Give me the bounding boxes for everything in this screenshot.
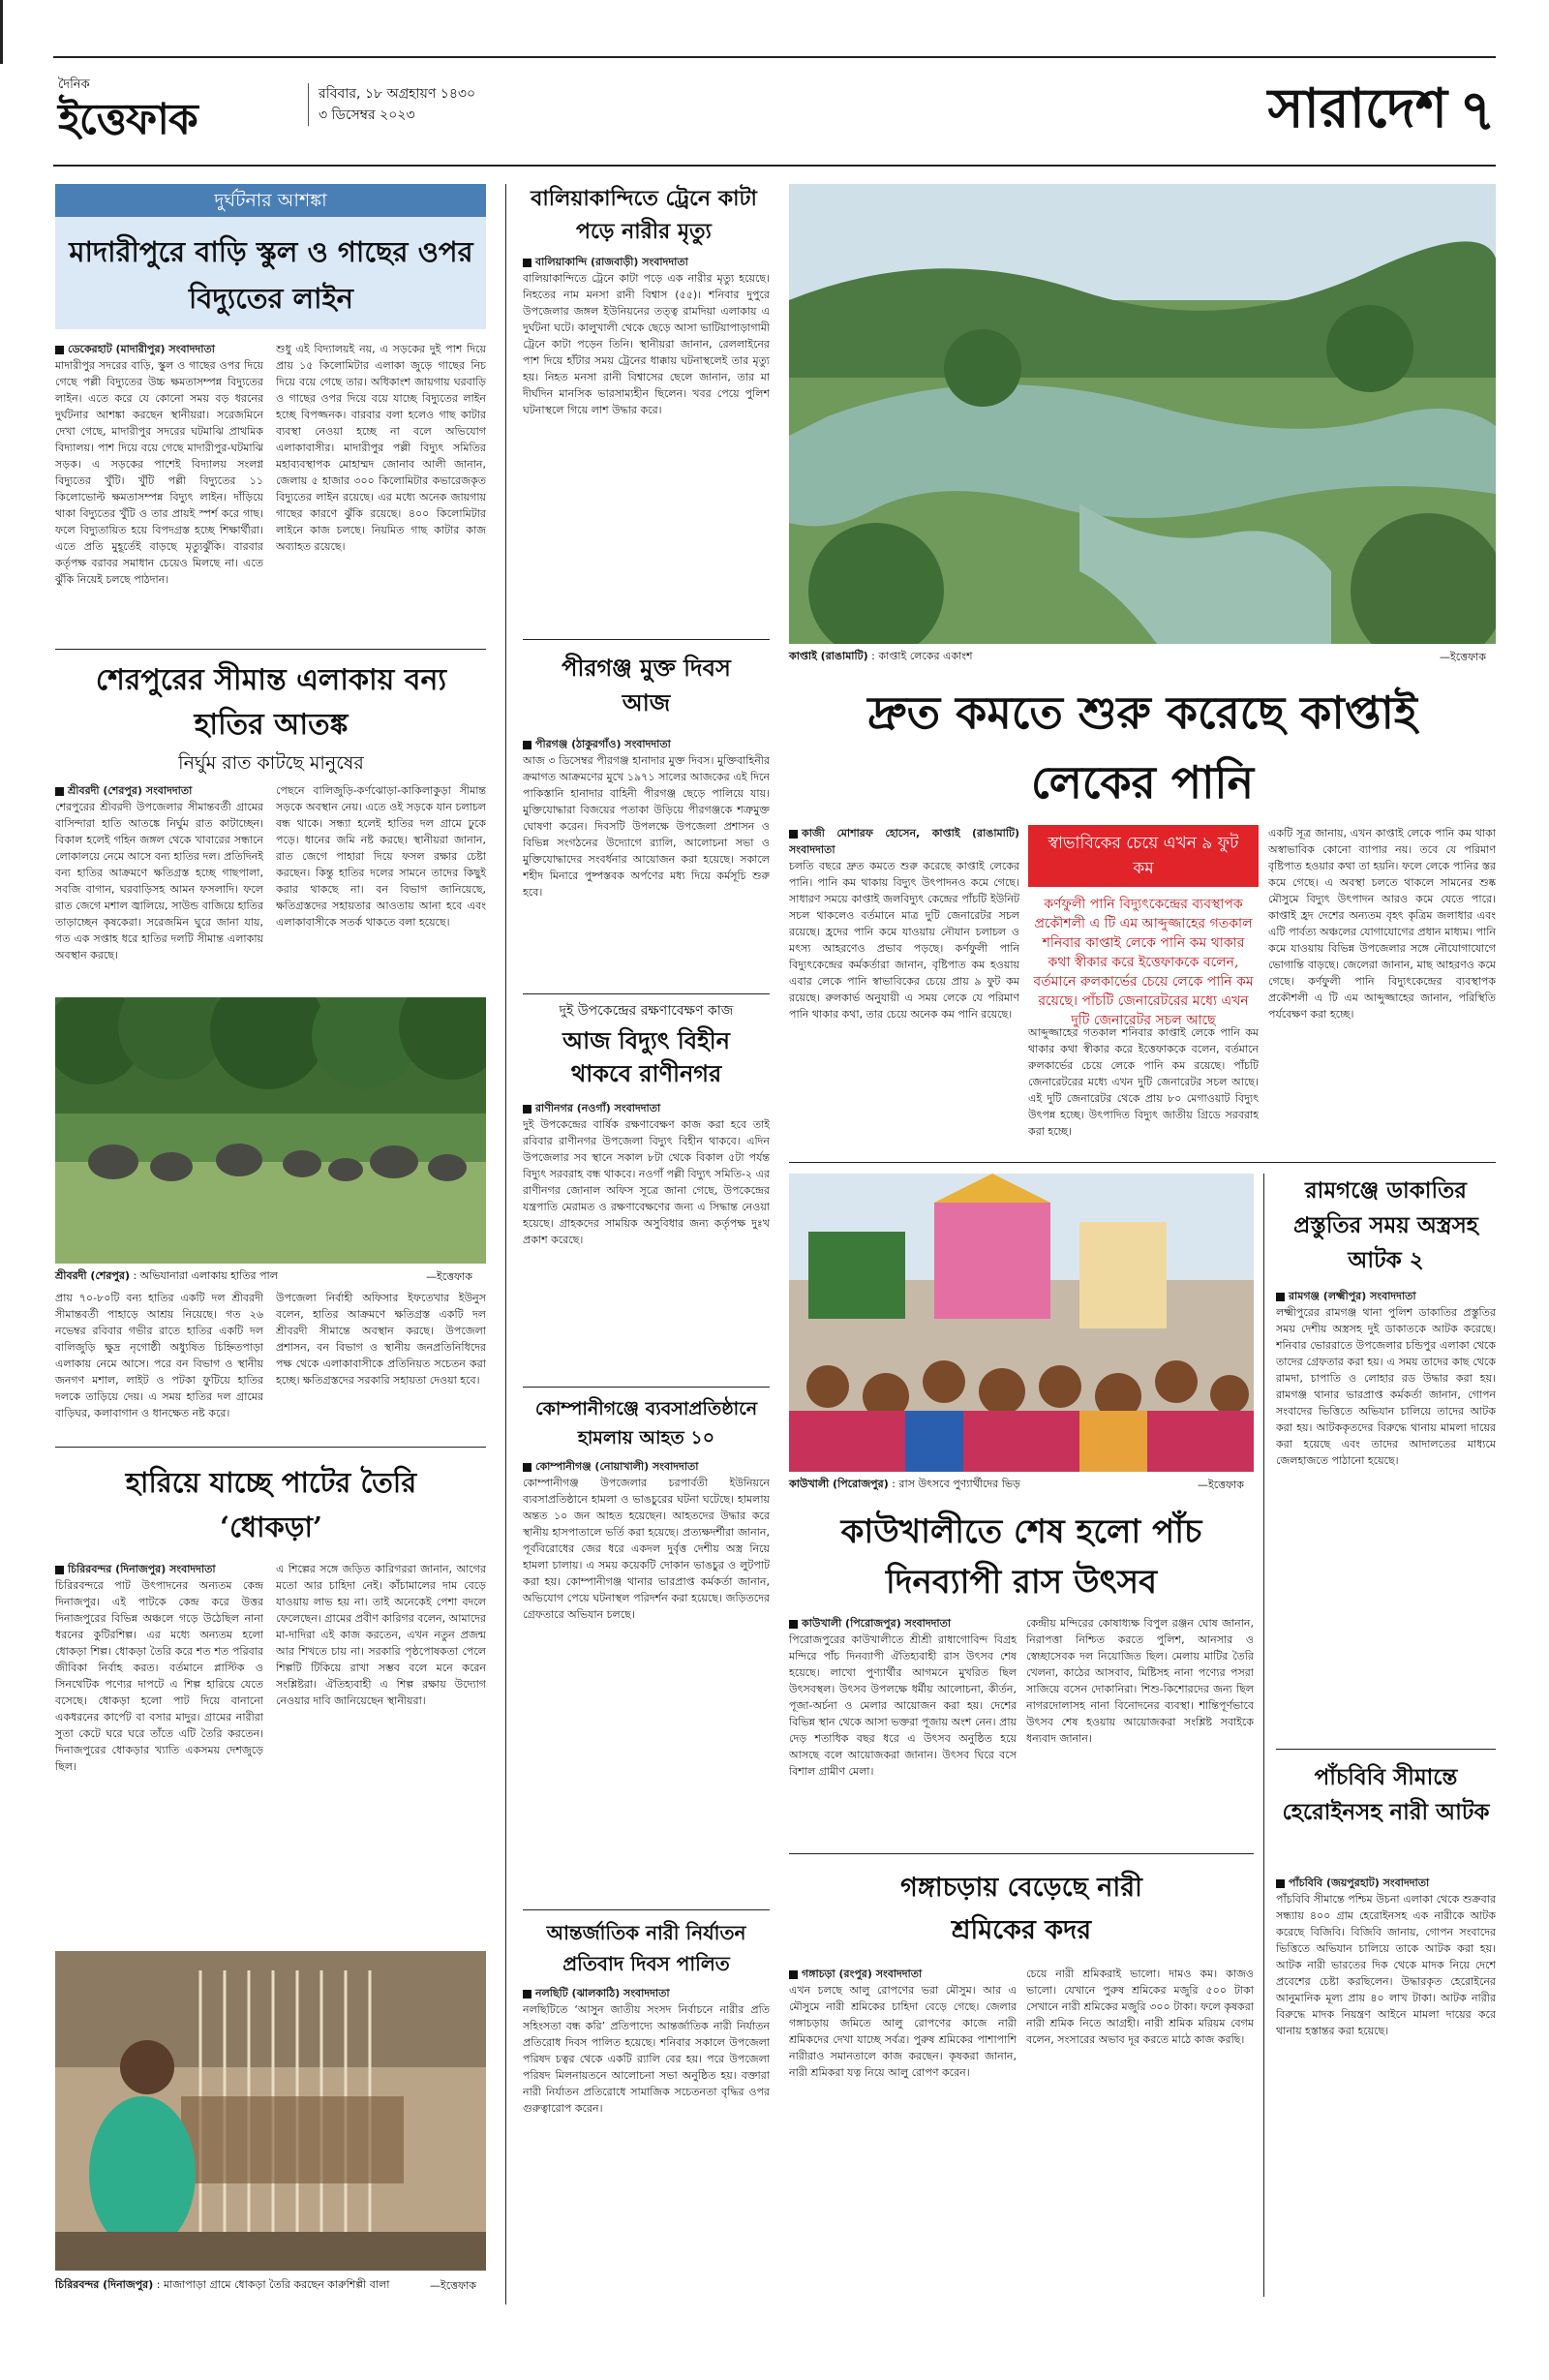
kawkhali-caption-place: কাউখালী (পিরোজপুর) (789, 1478, 889, 1490)
byline-bullet (523, 1990, 532, 1999)
divider (523, 1909, 770, 1910)
raninagar-byline: রাণীনগর (নওগাঁ) সংবাদদাতা (535, 1102, 661, 1114)
raninagar-body: দুই উপকেন্দ্রের বার্ষিক রক্ষণাবেক্ষণ কাজ করা হবে তাই রবিবার রাণীনগর উপজেলা বিদ্যুৎ বিহীন থাকবে। এদিন উপজেলার সব স্থানে সকাল ৮টা থেকে বিকাল ৫টা পর্যন্ত বিদ্যুৎ সরবরাহ বন্ধ থাকবে। নওগাঁ পল্লী বিদ্যুৎ সমিতি-২ এর রাণীনগর জোনাল অফিস সূত্রে জানা গেছে, উপকেন্দ্রের যন্ত্রপাতি মেরামত ও রক্ষণাবেক্ষণের জন্য এ সিদ্ধান্ত নেওয়া হয়েছে। গ্রাহকদের সাময়িক অসুবিধার জন্য কর্তৃপক্ষ দুঃখ প্রকাশ করেছে। (523, 1118, 770, 1246)
elephant-credit: —ইত্তেফাক (426, 1270, 472, 1283)
sherpur-after1: প্রায় ৭০-৮০টি বন্য হাতির একটি দল শ্রীবরদী সীমান্তবর্তী পাহাড়ে আশ্রয় নিয়েছে। গত ২৬ নভেম্বর রবিবার গভীর রাতে হাতির একটি দল বালিজুড়ি ক্ষুদ্র নৃগোষ্ঠী অধ্যুষিত চিহ্নিতপাড়া এলাকায় নেমে আসে। পরে বন বিভাগ ও স্থানীয় জনগণ মশাল, লাইট ও পটকা ফুটিয়ে হাতির দলকে তাড়িয়ে দেয়। এ সময় হাতির দল গ্রামের বাড়িঘর, কলাবাগান ও ধানক্ষেত নষ্ট করে। (55, 1292, 263, 1419)
kawkhali-caption-text: : রাস উৎসবে পুণ্যার্থীদের ভিড় (892, 1478, 1020, 1490)
byline-bullet (1276, 1879, 1285, 1888)
section-divider (0, 0, 3, 64)
companiganj-body: কোম্পানীগঞ্জ উপজেলার চরপার্বতী ইউনিয়নে ব্যবসাপ্রতিষ্ঠানে হামলা ও ভাঙচুরের ঘটনা ঘটেছে। হামলায় অন্তত ১০ জন আহত হয়েছেন। আহতদের উদ্ধার করে স্থানীয় হাসপাতালে ভর্তি করা হয়েছে। প্রত্যক্ষদর্শীরা জানান, পূর্ববিরোধের জের ধরে একদল দুর্বৃত্ত দেশীয় অস্ত্র নিয়ে হামলা চালায়। এ সময় কয়েকটি দোকান ভাঙচুর ও লুটপাট করা হয়। কোম্পানীগঞ্জ থানার ভারপ্রাপ্ত কর্মকর্তা জানান, অভিযোগ পেয়ে ঘটনাস্থল পরিদর্শন করা হয়েছে। জড়িতদের গ্রেফতারে অভিযান চলছে। (523, 1477, 770, 1621)
byline-bullet (55, 787, 64, 796)
kawkhali-body1: পিরোজপুরের কাউখালীতে শ্রীশ্রী রাধাগোবিন্দ বিগ্রহ মন্দিরে পাঁচ দিনব্যাপী ঐতিহ্যবাহী রাস উৎসব শেষ হয়েছে। লাখো পুণ্যার্থীর আগমনে মুখরিত ছিল উৎসবস্থল। উৎসব উপলক্ষে ধর্মীয় আলোচনা, কীর্তন, পূজা-অর্চনা ও মেলার আয়োজন করা হয়। দেশের বিভিন্ন স্থান থেকে আসা ভক্তরা পূজায় অংশ নেন। প্রায় দেড় শতাধিক বছর ধরে এ উৎসব অনুষ্ঠিত হয়ে আসছে বলে আয়োজকরা জানান। উৎসব ঘিরে বসে বিশাল গ্রামীণ মেলা। (789, 1633, 1017, 1778)
header-rule (53, 165, 1496, 167)
raninagar-headline: আজ বিদ্যুৎ বিহীন থাকবে রাণীনগর (562, 1026, 730, 1087)
madaripur-body2: শুধু এই বিদ্যালয়ই নয়, এ সড়কের দুই পাশ দিয়ে প্রায় ১৫ কিলোমিটার এলাকা জুড়ে গাছের নিচ দিয়ে বয়ে গেছে তার। অধিকাংশ জায়গায় ঘরবাড়ি ও গাছের ওপর দিয়ে বয়ে যাচ্ছে বিদ্যুতের লাইন হচ্ছে বিপজ্জনক। বারবার বলা হলেও গাছ কাটার ব্যবস্থা নেওয়া হচ্ছে না বলে অভিযোগ এলাকাবাসীর। মাদারীপুর পল্লী বিদ্যুৎ সমিতির মহাব্যবস্থাপক মোহাম্মদ জোনাব আলী জানান, জেলায় ৫ হাজার ৩০০ কিলোমিটার কভারেজকৃত বিদ্যুতের লাইন রয়েছে। এর মধ্যে অনেক জায়গায় গাছের কারণে ঝুঁকি রয়েছে। ৪০০ কিলোমিটার লাইনে কাজ চলছে। নিয়মিত গাছ কাটার কাজ অব্যাহত রয়েছে। (276, 343, 486, 553)
weaver-photo (55, 1951, 486, 2271)
sherpur-after-col1 (55, 1290, 263, 1441)
kawkhali-byline: কাউখালী (পিরোজপুর) সংবাদদাতা (802, 1617, 952, 1630)
kaptai-body2: আব্দুজ্জাহের গতকাল শনিবার কাপ্তাই লেকে পানি কম থাকার কথা স্বীকার করে ইত্তেফাককে বলেন, বর্তমানে রুলকার্ভের চেয়ে লেকে পানি কম রয়েছে। পাঁচটি জেনারেটরের মধ্যে এখন দুটি জেনারেটর সচল আছে। এই দুটি জেনারেটর থেকে প্রায় ৮০ মেগাওয়াট বিদ্যুৎ উৎপন্ন হচ্ছে। উৎপাদিত বিদ্যুৎ জাতীয় গ্রিডে সরবরাহ করা হচ্ছে। (1028, 1026, 1259, 1138)
top-rule (53, 56, 1496, 58)
panchbibi-text (1276, 1875, 1496, 2295)
kaptai-quote-head: স্বাভাবিকের চেয়ে এখন ৯ ফুট কম (1048, 834, 1239, 878)
sherpur-body2: পেছনে বালিজুড়ি-কর্ণঝোড়া-কাকিলাকুড়া সীমান্ত সড়কে অবস্থান নেয়। এতে ওই সড়কে যান চলাচল বন্ধ থাকে। সন্ধ্যা হলেই হাতির দল গ্রামে ঢুকে পড়ে। ধানের জমি নষ্ট করছে। স্থানীয়রা জানান, রাত জেগে পাহারা দিয়ে ফসল রক্ষার চেষ্টা করছেন। কিন্তু হাতির দলের সামনে তাদের কিছুই করার থাকছে না। বন বিভাগ জানিয়েছে, ক্ষতিগ্রস্তদের সহায়তার আওতায় আনা হবে এবং এলাকাবাসীকে সতর্ক থাকতে বলা হয়েছে। (276, 784, 486, 929)
byline-bullet (789, 1620, 798, 1629)
pirganj-headline: পীরগঞ্জ মুক্ত দিবস আজ (562, 654, 731, 717)
companiganj-text (523, 1458, 770, 1904)
elephant-caption-place: শ্রীবরদী (শেরপুর) (55, 1269, 130, 1282)
byline-bullet (55, 346, 64, 354)
byline-bullet (55, 1566, 64, 1574)
jute-byline: চিরিরবন্দর (দিনাজপুর) সংবাদদাতা (68, 1563, 216, 1575)
madaripur-byline: ডেকেরহাট (মাদারীপুর) সংবাদদাতা (68, 343, 215, 355)
jute-headline: হারিয়ে যাচ্ছে পাটের তৈরি ‘ধোকড়া’ (125, 1466, 417, 1543)
gangachara-text-col2 (1026, 1966, 1254, 2295)
divider (55, 1447, 486, 1448)
companiganj-headline: কোম্পানীগঞ্জে ব্যবসাপ্রতিষ্ঠানে হামলায় আহত ১০ (534, 1398, 758, 1449)
sherpur-byline: শ্রীবরদী (শেরপুর) সংবাদদাতা (68, 784, 193, 797)
date-english: ৩ ডিসেম্বর ২০২৩ (319, 107, 415, 123)
ramganj-headline: রামগঞ্জে ডাকাতির প্রস্তুতির সময় অস্ত্রসহ আটক ২ (1293, 1177, 1478, 1273)
masthead-logo (58, 76, 290, 143)
sherpur-subhead: নির্ঘুম রাত কাটছে মানুষের (178, 752, 364, 774)
kawkhali-headline: কাউখালীতে শেষ হলো পাঁচ দিনব্যাপী রাস উৎসব (840, 1512, 1202, 1602)
gangachara-text-col1 (789, 1966, 1017, 2295)
ramganj-body: লক্ষ্মীপুরের রামগঞ্জ থানা পুলিশ ডাকাতির প্রস্তুতির সময় দেশীয় অস্ত্রসহ দুই ডাকাতকে আটক করেছে। শনিবার ভোররাতে উপজেলার চন্ডিপুর এলাকা থেকে তাদের গ্রেফতার করা হয়। এ সময় তাদের কাছ থেকে রামদা, চাপাতি ও লোহার রড উদ্ধার করা হয়। রামগঞ্জ থানার ভারপ্রাপ্ত কর্মকর্তা জানান, গোপন সংবাদের ভিত্তিতে অভিযান চালিয়ে তাদের আটক করা হয়। আটককৃতদের বিরুদ্ধে থানায় মামলা দায়ের করা হয়েছে এবং তাদের আদালতের মাধ্যমে জেলহাজতে পাঠানো হয়েছে। (1276, 1306, 1496, 1467)
baliakandi-body: বালিয়াকান্দিতে ট্রেনে কাটা পড়ে এক নারীর মৃত্যু হয়েছে। নিহতের নাম মনসা রানী বিশ্বাস (৫৫)। শনিবার দুপুরে উপজেলার জঙ্গল ইউনিয়নের তত্ত্ব রামদিয়া এলাকায় এ দুর্ঘটনা ঘটে। কালুখালী থেকে ছেড়ে আসা ভাটিয়াপাড়াগামী ট্রেনে কাটা পড়েন তিনি। স্থানীয়রা জানান, রেললাইনের পাশ দিয়ে হাঁটার সময় ট্রেনের ধাক্কায় ঘটনাস্থলেই তার মৃত্যু হয়। নিহত মনসা রানী বিশ্বাসের ছেলে জানান, তার মা দীর্ঘদিন মানসিক ভারসাম্যহীন ছিলেন। খবর পেয়ে পুলিশ ঘটনাস্থলে গিয়ে লাশ উদ্ধার করে। (523, 272, 770, 416)
sherpur-after2: উপজেলা নির্বাহী অফিসার ইফতেখার ইউনুস বলেন, হাতির আক্রমণে ক্ষতিগ্রস্ত একটি দল শ্রীবরদী সীমান্তে অবস্থান করছে। উপজেলা প্রশাসন, বন বিভাগ ও স্থানীয় জনপ্রতিনিধিদের পক্ষ থেকে এলাকাবাসীকে প্রতিনিয়ত সচেতন করা হচ্ছে। ক্ষতিগ্রস্তদের সরকারি সহায়তা দেওয়া হবে। (276, 1292, 486, 1387)
ramganj-text (1276, 1288, 1496, 1743)
pirganj-byline: পীরগঞ্জ (ঠাকুরগাঁও) সংবাদদাতা (535, 738, 671, 750)
divider (1276, 1749, 1496, 1750)
jute-body2: এ শিল্পের সঙ্গে জড়িত কারিগররা জানান, আগের মতো আর চাহিদা নেই। কাঁচামালের দাম বেড়ে যাওয়ায় লাভ হয় না। তাই অনেকেই পেশা বদলে ফেলেছেন। গ্রামের প্রবীণ কারিগর বলেন, আমাদের মা-দাদিরা এই কাজ করতেন, এখন নতুন প্রজন্ম আর শিখতে চায় না। সরকারি পৃষ্ঠপোষকতা পেলে শিল্পটি টিকিয়ে রাখা সম্ভব বলে মনে করেন সংশ্লিষ্টরা। ঐতিহ্যবাহী এ শিল্প রক্ষায় উদ্যোগ নেওয়ার দাবি জানিয়েছেন স্থানীয়রা। (276, 1563, 486, 1707)
kaptai-caption-place: কাপ্তাই (রাঙামাটি) (789, 650, 868, 662)
kaptai-byline: কাজী মোশারফ হোসেন, কাপ্তাই (রাঙামাটি) সংবাদদাতা (789, 827, 1019, 856)
baliakandi-byline: বালিয়াকান্দি (রাজবাড়ী) সংবাদদাতা (535, 256, 688, 268)
elephant-caption (55, 1268, 404, 1283)
divider (523, 639, 770, 640)
pirganj-body: আজ ৩ ডিসেম্বর পীরগঞ্জ হানাদার মুক্ত দিবস। মুক্তিবাহিনীর ক্রমাগত আক্রমণের মুখে ১৯৭১ সালের আজকের এই দিনে পাকিস্তানি হানাদার বাহিনী পীরগঞ্জ ছেড়ে পালিয়ে যায়। মুক্তিযোদ্ধারা বিজয়ের পতাকা উড়িয়ে পীরগঞ্জকে শত্রুমুক্ত ঘোষণা করেন। দিবসটি উপলক্ষে উপজেলা প্রশাসন ও বিভিন্ন সংগঠনের উদ্যোগে র‍্যালি, আলোচনা সভা ও মুক্তিযোদ্ধাদের সংবর্ধনার আয়োজন করা হয়েছে। সকালে শহীদ মিনারে পুষ্পস্তবক অর্পণের মধ্য দিয়ে কর্মসূচি শুরু হবে। (523, 754, 770, 899)
kaptai-body3: একটি সূত্র জানায়, এখন কাপ্তাই লেকে পানি কম থাকা অস্বাভাবিক কোনো ব্যাপার নয়। তবে যে পরিমাণ বৃষ্টিপাত হওয়ার কথা তা হয়নি। ফলে লেকে পানির স্তর কমে গেছে। এ অবস্থা চলতে থাকলে সামনের শুষ্ক মৌসুমে বিদ্যুৎ উৎপাদন আরও কমে যেতে পারে। কাপ্তাই হ্রদ দেশের অন্যতম বৃহৎ কৃত্রিম জলাধার এবং এটি পার্বত্য অঞ্চলের যোগাযোগের প্রধান মাধ্যম। পানি কমে যাওয়ায় বিভিন্ন উপজেলার সঙ্গে নৌযোগাযোগে ভোগান্তি বাড়ছে। জেলেরা জানান, মাছ আহরণও কমে গেছে। কর্ণফুলী পানি বিদ্যুৎকেন্দ্রের ব্যবস্থাপক প্রকৌশলী এ টি এম আব্দুজ্জাহের জানান, পরিস্থিতি পর্যবেক্ষণ করা হচ্ছে। (1268, 827, 1496, 1021)
sherpur-after-col2 (276, 1290, 486, 1441)
accident-banner (55, 184, 486, 217)
byline-bullet (1276, 1293, 1285, 1301)
divider (55, 649, 486, 650)
byline-bullet (523, 259, 532, 267)
madaripur-headline: মাদারীপুরে বাড়ি স্কুল ও গাছের ওপর বিদ্যুতের লাইন (69, 235, 473, 315)
panchbibi-headline: পাঁচবিবি সীমান্তে হেরোইনসহ নারী আটক (1282, 1764, 1490, 1825)
sherpur-text-col1 (55, 782, 263, 995)
byline-bullet (523, 1463, 532, 1472)
nalchity-byline: নলছিটি (ঝালকাঠি) সংবাদদাতা (535, 1987, 670, 1999)
kaptai-text-col2 (1028, 1024, 1259, 1154)
weaver-caption-place: চিরিরবন্দর (দিনাজপুর) (55, 2278, 154, 2291)
accident-banner-label: দুর্ঘটনার আশঙ্কা (214, 190, 327, 211)
date-bangla: রবিবার, ১৮ অগ্রহায়ণ ১৪৩০ (319, 86, 476, 102)
divider (523, 993, 770, 994)
sherpur-headline: শেরপুরের সীমান্ত এলাকায় বন্য হাতির আতঙ্ক (95, 663, 447, 742)
kawkhali-body2: কেন্দ্রীয় মন্দিরের কোষাধ্যক্ষ বিপুল রঞ্জন ঘোষ জানান, নিরাপত্তা নিশ্চিত করতে পুলিশ, আনসার ও স্বেচ্ছাসেবক দল নিয়োজিত ছিল। মেলায় মাটির তৈরি খেলনা, কাঠের আসবাব, মিষ্টিসহ নানা পণ্যের পসরা সাজিয়ে বসেন দোকানিরা। শিশু-কিশোরদের জন্য ছিল নাগরদোলাসহ নানা বিনোদনের ব্যবস্থা। শান্তিপূর্ণভাবে উৎসব শেষ হওয়ায় আয়োজকরা সংশ্লিষ্ট সবাইকে ধন্যবাদ জানান। (1026, 1617, 1254, 1745)
date-block (308, 83, 475, 126)
masthead-name: ইত্তেফাক (58, 95, 197, 144)
baliakandi-text (523, 254, 770, 631)
divider (523, 1387, 770, 1388)
kawkhali-credit: —ইত্তেফাক (1198, 1479, 1244, 1491)
kaptai-photo (789, 184, 1496, 644)
kaptai-quote-head-box (1028, 825, 1259, 887)
kawkhali-text-col2 (1026, 1615, 1254, 1846)
kaptai-caption-text: : কাপ্তাই লেকের একাংশ (871, 650, 973, 662)
weaver-photo-image (55, 1951, 486, 2271)
madaripur-text-col2 (276, 341, 486, 643)
section-title: সারাদেশ (1267, 76, 1447, 140)
kawkhali-photo (789, 1174, 1254, 1472)
weaver-caption-text: : মাজাপাড়া গ্রামে ধোকড়া তৈরি করছেন কারুশিল্পী বালা (156, 2278, 390, 2291)
panchbibi-body: পাঁচবিবি সীমান্তে পশ্চিম উচনা এলাকা থেকে শুক্রবার সন্ধ্যায় ৪০০ গ্রাম হেরোইনসহ এক নারীকে আটক করেছে বিজিবি। বিজিবি জানায়, গোপন সংবাদের ভিত্তিতে অভিযান চালিয়ে তাকে আটক করা হয়। আটক নারী ভারতের দিক থেকে মাদক নিয়ে দেশে প্রবেশের চেষ্টা করছিলেন। উদ্ধারকৃত হেরোইনের আনুমানিক মূল্য প্রায় ৪০ লাখ টাকা। আটক নারীর বিরুদ্ধে মাদক নিয়ন্ত্রণ আইনে মামলা দায়ের করে থানায় হস্তান্তর করা হয়েছে। (1276, 1893, 1496, 2037)
kawkhali-caption (789, 1477, 1157, 1491)
madaripur-body1: মাদারীপুর সদরের বাড়ি, স্কুল ও গাছের ওপর দিয়ে গেছে পল্লী বিদ্যুতের উচ্চ ক্ষমতাসম্পন্ন বিদ্যুতের লাইন। এতে করে যে কোনো সময় বড় ধরনের দুর্ঘটনার আশঙ্কা করছেন স্থানীয়রা। সরেজমিনে দেখা গেছে, মাদারীপুর সদরের ঘটমাঝি প্রাথমিক বিদ্যালয়। পাশ দিয়ে বয়ে গেছে মাদারীপুর-ঘটমাঝি সড়ক। এ সড়কের পাশেই বিদ্যালয় সংলগ্ন বিদ্যুতের খুঁটি। খুঁটি পল্লী বিদ্যুতের ১১ কিলোভোল্ট ক্ষমতাসম্পন্ন বিদ্যুৎ লাইন। দাঁড়িয়ে থাকা বিদ্যুতের খুঁটি ও তার প্রায়ই স্পর্শ করে গাছ। ফলে বিদ্যুতায়িত হয়ে বিপদগ্রস্ত হচ্ছে শিক্ষার্থীরা। এতে প্রতি মুহূর্তেই বাড়ছে মৃত্যুঝুঁকি। বারবার কর্তৃপক্ষ বরাবর সমাধান চেয়েও মিলছে না। এতে ঝুঁকি নিয়েই চলছে পাঠদান। (55, 359, 263, 586)
kaptai-text-col1 (789, 825, 1019, 1154)
divider (789, 1162, 1496, 1163)
kaptai-caption (789, 649, 1273, 663)
elephant-photo-image (55, 997, 486, 1264)
column-divider (1263, 1174, 1264, 2297)
kawkhali-text-col1 (789, 1615, 1017, 1846)
gangachara-body1: এখন চলছে আলু রোপণের ভরা মৌসুম। আর এ মৌসুমে নারী শ্রমিকের চাহিদা বেড়ে গেছে। জেলার গঙ্গাচড়ায় জমিতে আলু রোপণের কাজে নারী শ্রমিকদের দেখা যাচ্ছে সর্বত্র। পুরুষ শ্রমিকের পাশাপাশি নারীরাও সমানতালে কাজ করছেন। কৃষকরা জানান, নারী শ্রমিকরা যত্ন নিয়ে আলু রোপণ করেন। (789, 1984, 1017, 2079)
page-number: ৭ (1459, 77, 1496, 143)
elephant-photo (55, 997, 486, 1264)
elephant-caption-text: : অভিযানারা এলাকায় হাতির পাল (133, 1269, 278, 1282)
kaptai-photo-image (789, 184, 1496, 644)
jute-text-col1 (55, 1561, 263, 1948)
ramganj-byline: রামগঞ্জ (লক্ষ্মীপুর) সংবাদদাতা (1289, 1290, 1416, 1302)
column-divider (505, 184, 506, 2304)
divider (789, 1853, 1254, 1854)
baliakandi-headline: বালিয়াকান্দিতে ট্রেনে কাটা পড়ে নারীর মৃত্যু (531, 186, 757, 244)
kaptai-quote-box (1028, 825, 1259, 1028)
kawkhali-photo-image (789, 1174, 1254, 1472)
weaver-credit: —ইত্তেফাক (430, 2279, 476, 2292)
byline-bullet (789, 830, 798, 839)
sherpur-text-col2 (276, 782, 486, 995)
raninagar-kicker: দুই উপকেন্দ্রের রক্ষণাবেক্ষণ কাজ (559, 1003, 734, 1019)
sherpur-body1: শেরপুরের শ্রীবরদী উপজেলার সীমান্তবর্তী গ্রামের বাসিন্দারা হাতি আতঙ্কে নির্ঘুম রাত কাটাচ্ছেন। বিকাল হলেই গহিন জঙ্গল থেকে খাবারের সন্ধানে লোকালয়ে নেমে আসে বন্য হাতির দল। প্রতিদিনই বন্য হাতির আক্রমণে ক্ষতিগ্রস্ত হচ্ছে গাছপালা, সবজি বাগান, ঘরবাড়িসহ আমন ফসলাদি। ফলে রাত জেগে মশাল জ্বালিয়ে, সাউন্ড বাজিয়ে হাতির তাড়াচ্ছেন কৃষকেরা। সরেজমিন ঘুরে জানা যায়, গত এক সপ্তাহ ধরে হাতির দলটি সীমান্ত এলাকায় অবস্থান করছে। (55, 801, 263, 961)
nalchity-headline: আন্তর্জাতিক নারী নির্যাতন প্রতিবাদ দিবস পালিত (546, 1921, 746, 1975)
nalchity-body: নলছিটিতে ‘আসুন জাতীয় সংসদ নির্বাচনে নারীর প্রতি সহিংসতা বন্ধ করি’ প্রতিপাদ্যে আন্তর্জাতিক নারী নির্যাতন প্রতিরোধ দিবস পালিত হয়েছে। শনিবার সকালে উপজেলা পরিষদ চত্বর থেকে একটি র‍্যালি বের হয়। পরে উপজেলা পরিষদ মিলনায়তনে আলোচনা সভা অনুষ্ঠিত হয়। বক্তারা নারী নির্যাতন প্রতিরোধে সামাজিক সচেতনতা বৃদ্ধির ওপর গুরুত্বারোপ করেন। (523, 2003, 770, 2115)
panchbibi-byline: পাঁচবিবি (জয়পুরহাট) সংবাদদাতা (1289, 1877, 1430, 1889)
byline-bullet (789, 1970, 798, 1979)
kaptai-credit: —ইত্তেফাক (1440, 651, 1486, 663)
pirganj-text (523, 736, 770, 988)
companiganj-byline: কোম্পানীগঞ্জ (নোয়াখালী) সংবাদদাতা (535, 1460, 699, 1473)
nalchity-text (523, 1985, 770, 2295)
raninagar-text (523, 1100, 770, 1381)
jute-body1: চিরিরবন্দরে পাট উৎপাদনের অন্যতম কেন্দ্র দিনাজপুর। এই পাটকে কেন্দ্র করে উত্তর দিনাজপুরের বিভিন্ন অঞ্চলে গড়ে উঠেছিল নানা ধরনের কুটিরশিল্প। এর মধ্যে অন্যতম হলো ধোকড়া শিল্প। ধোকড়া তৈরি করে শত শত পরিবার জীবিকা নির্বাহ করত। বর্তমানে প্লাস্টিক ও সিনথেটিক পণ্যের দাপটে এ শিল্প হারিয়ে যেতে বসেছে। ধোকড়া হলো পাট দিয়ে বানানো একধরনের কার্পেট বা বসার মাদুর। গ্রামের নারীরা সুতা কেটে ঘরে ঘরে তাঁতে এটি তৈরি করতেন। দিনাজপুরের ধোকড়ার খ্যাতি একসময় দেশজুড়ে ছিল। (55, 1579, 263, 1773)
byline-bullet (523, 741, 532, 749)
gangachara-byline: গঙ্গাচড়া (রংপুর) সংবাদদাতা (802, 1968, 923, 1980)
kaptai-quote-body: কর্ণফুলী পানি বিদ্যুৎকেন্দ্রের ব্যবস্থাপক প্রকৌশলী এ টি এম আব্দুজ্জাহের গতকাল শনিবার কাপ্তাই লেকে পানি কম থাকার কথা স্বীকার করে ইত্তেফাককে বলেন, বর্তমানে রুলকার্ভের চেয়ে লেকে পানি কম রয়েছে। পাঁচটি জেনারেটরের মধ্যে এখন দুটি জেনারেটর সচল আছে (1033, 897, 1254, 1028)
masthead-top: দৈনিক (58, 77, 90, 92)
kaptai-headline: দ্রুত কমতে শুরু করেছে কাপ্তাই লেকের পানি (867, 687, 1417, 809)
gangachara-headline: গঙ্গাচড়ায় বেড়েছে নারী শ্রমিকের কদর (900, 1873, 1142, 1945)
kaptai-text-col3 (1268, 825, 1496, 1154)
gangachara-body2: চেয়ে নারী শ্রমিকরাই ভালো। দামও কম। কাজও ভালো। যেখানে পুরুষ শ্রমিকের মজুরি ৫০০ টাকা সেখানে নারী শ্রমিকের মজুরি ৩০০ টাকা। ফলে কৃষকরা নারী শ্রমিক নিতে আগ্রহী। নারী শ্রমিক মরিয়ম বেগম বলেন, সংসারের অভাব দূর করতে মাঠে কাজ করছি। (1026, 1968, 1254, 2046)
weaver-caption (55, 2277, 423, 2292)
kaptai-body1: চলতি বছরে দ্রুত কমতে শুরু করেছে কাপ্তাই লেকের পানি। পানি কম থাকায় বিদ্যুৎ উৎপাদনও কমে গেছে। সাধারণ সময়ে কাপ্তাই জলবিদ্যুৎ কেন্দ্রের পাঁচটি ইউনিট সচল থাকলেও বর্তমানে মাত্র দুটি জেনারেটর সচল রয়েছে। হ্রদের পানি কমে যাওয়ায় নৌযান চলাচল ও মৎস্য আহরণেও প্রভাব পড়ছে। কর্ণফুলী পানি বিদ্যুৎকেন্দ্রের কর্মকর্তারা জানান, বৃষ্টিপাত কম হওয়ায় এবার লেকে পানি স্বাভাবিকের চেয়ে প্রায় ৯ ফুট কম রয়েছে। রুলকার্ভ অনুযায়ী এ সময় লেকে যে পরিমাণ পানি থাকার কথা, তার চেয়ে অনেক কম পানি রয়েছে। (789, 860, 1019, 1021)
byline-bullet (523, 1105, 532, 1114)
madaripur-text-col1 (55, 341, 263, 643)
jute-text-col2 (276, 1561, 486, 1948)
